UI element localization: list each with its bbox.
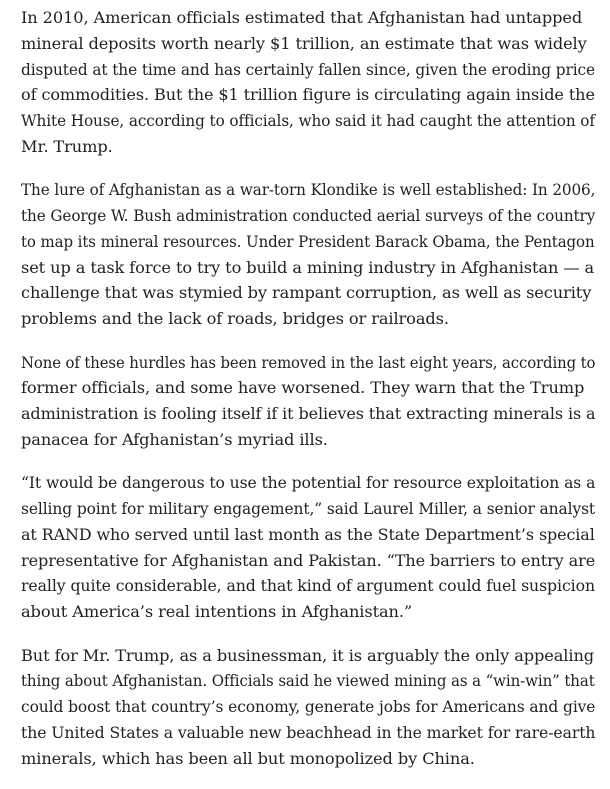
text-line: set up a task force to try to build a mining industry in Afghanistan — a — [21, 257, 595, 277]
text-line: former officials, and some have worsened. They warn that the Trump — [21, 378, 585, 398]
text-line: “It would be dangerous to use the potential for resource exploitation as a — [21, 473, 596, 493]
text-line: panacea for Afghanistan’s myriad ills. — [21, 429, 328, 449]
text-line: thing about Afghanistan. Officials said he viewed mining as a “win-win” that — [21, 671, 595, 691]
text-line: about America’s real intentions in Afghanistan.” — [21, 602, 413, 622]
article-body — [21, 5, 595, 789]
paragraph-5 — [21, 643, 595, 772]
text-line: None of these hurdles has been removed in the last eight years, according to — [21, 352, 596, 372]
text-line: at RAND who served until last month as the State Department’s special — [21, 524, 595, 544]
text-line: mineral deposits worth nearly $1 trillion, an estimate that was widely — [21, 33, 587, 53]
text-line: administration is fooling itself if it believes that extracting minerals is a — [21, 404, 596, 424]
text-line: disputed at the time and has certainly fallen since, given the eroding price — [21, 59, 596, 79]
text-line: really quite considerable, and that kind of argument could fuel suspicion — [21, 576, 595, 596]
text-line: White House, according to officials, who said it had caught the attention of — [21, 111, 595, 131]
text-line: the United States a valuable new beachhead in the market for rare-earth — [21, 722, 596, 742]
text-line: Mr. Trump. — [21, 136, 113, 156]
paragraph-4 — [21, 470, 595, 625]
text-line: representative for Afghanistan and Pakistan. “The barriers to entry are — [21, 550, 596, 570]
text-line: selling point for military engagement,” said Laurel Miller, a senior analyst — [21, 499, 596, 519]
text-line: of commodities. But the $1 trillion figure is circulating again inside the — [21, 85, 595, 105]
paragraph-3 — [21, 350, 595, 453]
text-line: could boost that country’s economy, generate jobs for Americans and give — [21, 697, 596, 717]
text-line: In 2010, American officials estimated that Afghanistan had untapped — [21, 8, 583, 27]
paragraph-2 — [21, 177, 595, 332]
text-line: But for Mr. Trump, as a businessman, it is arguably the only appealing — [21, 645, 595, 665]
text-line: minerals, which has been all but monopolized by China. — [21, 748, 475, 768]
text-line: The lure of Afghanistan as a war-torn Klondike is well established: In 2006, — [21, 180, 596, 200]
text-line: problems and the lack of roads, bridges or railroads. — [21, 309, 449, 329]
paragraph-1 — [21, 5, 595, 160]
text-line: the George W. Bush administration conducted aerial surveys of the country — [21, 206, 596, 226]
text-line: to map its mineral resources. Under President Barack Obama, the Pentagon — [21, 231, 595, 251]
text-line: challenge that was stymied by rampant corruption, as well as security — [21, 283, 592, 303]
